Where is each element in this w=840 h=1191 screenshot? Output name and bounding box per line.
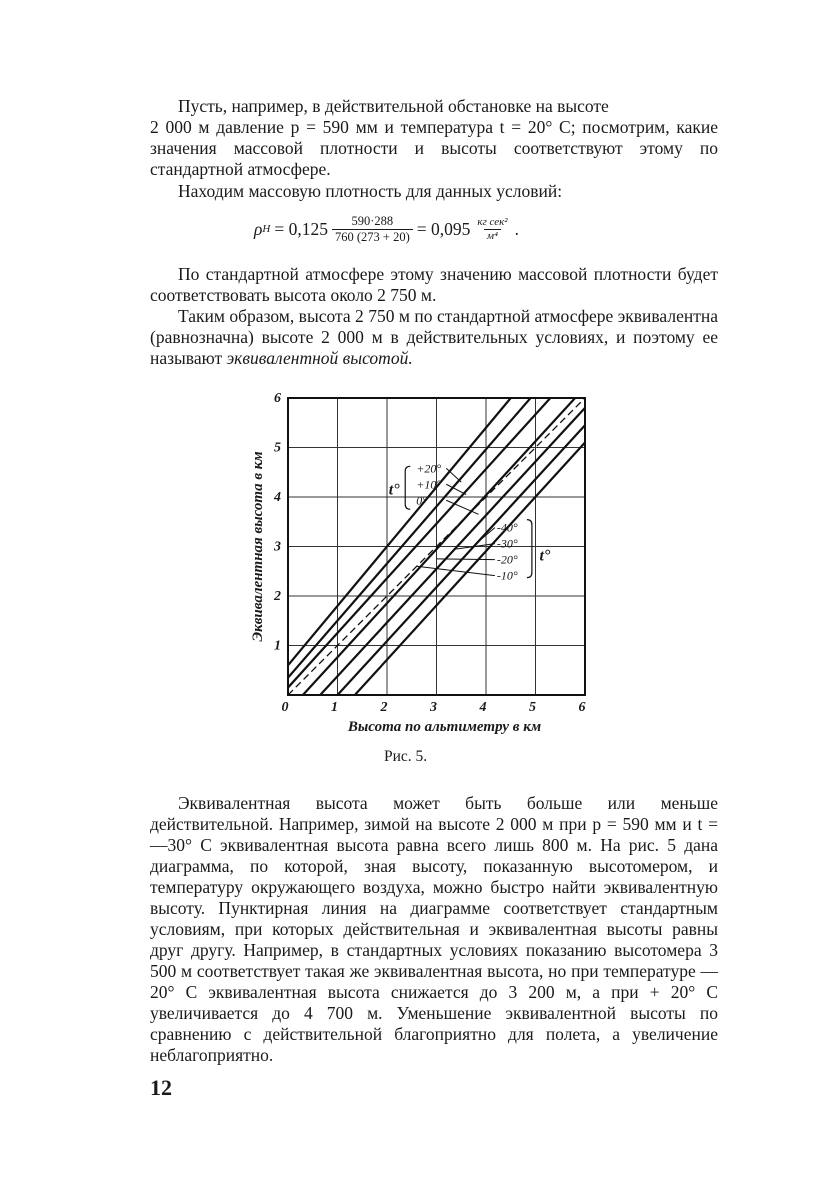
formula-unit-numerator: кг сек² xyxy=(477,215,508,228)
formula-rho: ρ xyxy=(254,218,263,239)
series-line xyxy=(355,443,585,695)
legend-symbol-left: t° xyxy=(388,481,400,499)
formula-fraction xyxy=(332,214,413,245)
legend-brace-right xyxy=(527,520,532,578)
formula-period: . xyxy=(514,218,519,239)
formula-subscript: H xyxy=(262,223,271,235)
paragraph-explanation xyxy=(150,793,718,1066)
legend-label-left: 0° xyxy=(416,493,428,508)
paragraph-intro xyxy=(150,96,718,202)
y-tick-label: 5 xyxy=(274,440,281,456)
x-tick-label: 1 xyxy=(331,700,338,715)
legend-brace-left xyxy=(405,466,410,509)
leader-line-right xyxy=(479,528,495,542)
figure-caption: Рис. 5. xyxy=(384,748,428,765)
y-tick-label: 2 xyxy=(274,589,281,604)
density-formula xyxy=(254,207,519,251)
paragraph-explanation-text: Эквивалентная высота может быть больше или меньше действительной. Например, зимой на высоте 2 000 м при p = 590 мм и t = —30° C эквивалентная высота равна всего лишь 800 м. На рис. 5 дана диаграмма, по которой, зная высоту, показанную высотомером, и температуру окружающего воздуха, можно быстро найти эквивалентную высоту. Пунктирная линия на диаграмме соответствует стандартным условиям, при которых действительная и эквивалентная высоты равны друг другу. Например, в стандартных условиях показанию высотомера 3 500 м соответствует такая же эквивалентная высота, но при температуре —20° C эквивалентная высота снижается до 3 200 м, а при + 20° C увеличивается до 4 700 м. Уменьшение эквивалентной высоты по сравнению с действительной благоприятно для полета, а увеличение неблагоприятно. xyxy=(150,793,718,1065)
x-tick-label: 2 xyxy=(380,700,388,715)
paragraph-equivalent xyxy=(150,306,718,369)
x-tick-label: 5 xyxy=(529,700,536,715)
x-tick-label: 3 xyxy=(430,700,437,715)
legend-label-left: +20° xyxy=(416,461,442,476)
formula-unit-denominator: м⁴ xyxy=(484,229,501,243)
formula-result: = 0,095 xyxy=(416,218,471,239)
paragraph-density: Находим массовую плотность для данных условий: xyxy=(178,181,563,201)
formula-unit xyxy=(474,216,510,243)
leader-line-right xyxy=(417,566,495,575)
x-tick-label: 4 xyxy=(479,700,487,715)
leader-line-left xyxy=(446,468,461,482)
paragraph-intro-rest: 2 000 м давление p = 590 мм и температура t = 20° C; посмотрим, какие значения массовой плотности и высоты соответствуют этому по стандартной атмосфере. xyxy=(150,117,718,179)
formula-coefficient: = 0,125 xyxy=(274,218,328,239)
term-equivalent-height: эквивалентной высотой. xyxy=(226,348,413,368)
formula-denominator: 760 (273 + 20) xyxy=(332,229,413,245)
legend-label-right: -40° xyxy=(496,520,518,535)
paragraph-standard-text: По стандартной атмосфере этому значению массовой плотности будет соответствовать высота около 2 750 м. xyxy=(150,264,718,305)
y-tick-label: 6 xyxy=(274,391,281,406)
y-tick-label: 4 xyxy=(274,490,281,505)
series-line xyxy=(288,398,511,665)
formula-numerator: 590·288 xyxy=(351,213,394,228)
legend-label-right: -20° xyxy=(496,552,518,567)
x-axis-label: Высота по альтиметру в км xyxy=(347,719,542,735)
x-tick-label: 0 xyxy=(281,700,289,715)
paragraph-standard xyxy=(150,264,718,369)
legend-label-right: -30° xyxy=(496,536,518,551)
page-number: 12 xyxy=(150,1075,172,1100)
y-axis-label: Эквивалентная высота в км xyxy=(250,451,266,642)
legend-label-left: +10° xyxy=(416,477,442,492)
legend-symbol-right: t° xyxy=(539,547,551,565)
legend-label-right: -10° xyxy=(496,568,518,583)
equivalent-height-chart xyxy=(240,384,600,744)
x-tick-label: 6 xyxy=(578,700,586,715)
paragraph-equivalent-text: Таким образом, высота 2 750 м по стандартной атмосфере эквивалентна (равнозначна) высоте 2 000 м в действительных условиях, и поэтому ее называют xyxy=(150,306,718,368)
y-tick-label: 1 xyxy=(274,638,281,654)
paragraph-intro-line1: Пусть, например, в действительной обстановке на высоте xyxy=(178,96,609,116)
y-tick-label: 3 xyxy=(274,539,281,555)
